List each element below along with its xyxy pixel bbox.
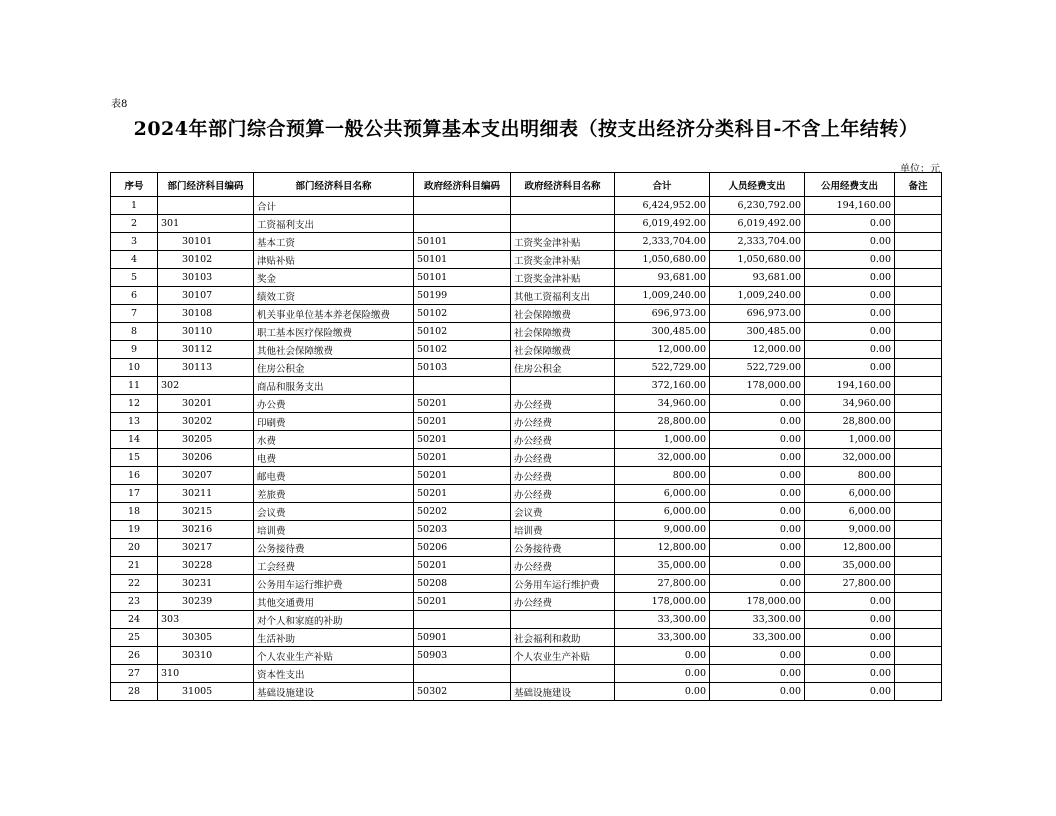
dept-name-cell: 差旅费 xyxy=(254,485,414,503)
gov-name-cell: 办公经费 xyxy=(511,395,615,413)
dept-code-cell: 30101 xyxy=(158,233,254,251)
total-cell: 93,681.00 xyxy=(615,269,710,287)
total-cell: 27,800.00 xyxy=(615,575,710,593)
gov-name-cell: 会议费 xyxy=(511,503,615,521)
table-row xyxy=(111,485,942,503)
budget-detail-table xyxy=(110,172,942,701)
gov-name-cell: 社会保障缴费 xyxy=(511,341,615,359)
gov-code-cell: 50101 xyxy=(414,233,511,251)
total-cell: 6,000.00 xyxy=(615,503,710,521)
personnel-cell: 178,000.00 xyxy=(710,593,805,611)
personnel-cell: 0.00 xyxy=(710,647,805,665)
row-number-cell: 14 xyxy=(111,431,158,449)
personnel-cell: 0.00 xyxy=(710,521,805,539)
total-cell: 0.00 xyxy=(615,665,710,683)
gov-name-cell: 公务用车运行维护费 xyxy=(511,575,615,593)
note-cell xyxy=(895,341,942,359)
public-cell: 0.00 xyxy=(805,269,895,287)
dept-name-cell: 住房公积金 xyxy=(254,359,414,377)
table-body xyxy=(111,197,942,701)
row-number-cell: 13 xyxy=(111,413,158,431)
note-cell xyxy=(895,215,942,233)
header-cell: 政府经济科目名称 xyxy=(511,173,615,197)
row-number-cell: 1 xyxy=(111,197,158,215)
dept-code-cell: 30231 xyxy=(158,575,254,593)
dept-name-cell: 邮电费 xyxy=(254,467,414,485)
row-number-cell: 18 xyxy=(111,503,158,521)
header-cell: 部门经济科目编码 xyxy=(158,173,254,197)
dept-code-cell: 310 xyxy=(158,665,254,683)
personnel-cell: 0.00 xyxy=(710,431,805,449)
note-cell xyxy=(895,413,942,431)
note-cell xyxy=(895,665,942,683)
row-number-cell: 12 xyxy=(111,395,158,413)
public-cell: 1,000.00 xyxy=(805,431,895,449)
total-cell: 32,000.00 xyxy=(615,449,710,467)
gov-code-cell: 50102 xyxy=(414,341,511,359)
dept-code-cell: 302 xyxy=(158,377,254,395)
total-cell: 0.00 xyxy=(615,683,710,701)
total-cell: 300,485.00 xyxy=(615,323,710,341)
public-cell: 9,000.00 xyxy=(805,521,895,539)
dept-code-cell: 30305 xyxy=(158,629,254,647)
row-number-cell: 17 xyxy=(111,485,158,503)
personnel-cell: 1,050,680.00 xyxy=(710,251,805,269)
gov-code-cell: 50101 xyxy=(414,269,511,287)
gov-code-cell xyxy=(414,611,511,629)
total-cell: 12,000.00 xyxy=(615,341,710,359)
gov-name-cell: 办公经费 xyxy=(511,467,615,485)
row-number-cell: 9 xyxy=(111,341,158,359)
header-cell: 公用经费支出 xyxy=(805,173,895,197)
total-cell: 9,000.00 xyxy=(615,521,710,539)
note-cell xyxy=(895,467,942,485)
total-cell: 1,009,240.00 xyxy=(615,287,710,305)
dept-name-cell: 工资福利支出 xyxy=(254,215,414,233)
table-row xyxy=(111,539,942,557)
note-cell xyxy=(895,305,942,323)
note-cell xyxy=(895,593,942,611)
dept-name-cell: 基础设施建设 xyxy=(254,683,414,701)
dept-code-cell: 31005 xyxy=(158,683,254,701)
personnel-cell: 0.00 xyxy=(710,413,805,431)
total-cell: 2,333,704.00 xyxy=(615,233,710,251)
public-cell: 0.00 xyxy=(805,341,895,359)
page-title: 2024年部门综合预算一般公共预算基本支出明细表（按支出经济分类科目-不含上年结转） xyxy=(133,118,919,140)
row-number-cell: 16 xyxy=(111,467,158,485)
header-cell: 序号 xyxy=(111,173,158,197)
gov-name-cell xyxy=(511,215,615,233)
total-cell: 696,973.00 xyxy=(615,305,710,323)
gov-code-cell: 50903 xyxy=(414,647,511,665)
public-cell: 6,000.00 xyxy=(805,485,895,503)
row-number-cell: 23 xyxy=(111,593,158,611)
note-cell xyxy=(895,521,942,539)
row-number-cell: 15 xyxy=(111,449,158,467)
gov-code-cell: 50201 xyxy=(414,467,511,485)
public-cell: 194,160.00 xyxy=(805,377,895,395)
header-cell: 部门经济科目名称 xyxy=(254,173,414,197)
table-row xyxy=(111,665,942,683)
gov-code-cell xyxy=(414,665,511,683)
gov-code-cell: 50201 xyxy=(414,485,511,503)
gov-name-cell: 社会福利和救助 xyxy=(511,629,615,647)
dept-name-cell: 对个人和家庭的补助 xyxy=(254,611,414,629)
gov-code-cell: 50202 xyxy=(414,503,511,521)
total-cell: 372,160.00 xyxy=(615,377,710,395)
gov-name-cell xyxy=(511,197,615,215)
dept-name-cell: 职工基本医疗保险缴费 xyxy=(254,323,414,341)
dept-code-cell: 30102 xyxy=(158,251,254,269)
note-cell xyxy=(895,449,942,467)
gov-name-cell: 办公经费 xyxy=(511,449,615,467)
dept-code-cell: 30108 xyxy=(158,305,254,323)
row-number-cell: 10 xyxy=(111,359,158,377)
dept-name-cell: 工会经费 xyxy=(254,557,414,575)
note-cell xyxy=(895,359,942,377)
gov-name-cell: 办公经费 xyxy=(511,431,615,449)
gov-name-cell xyxy=(511,665,615,683)
dept-code-cell: 30216 xyxy=(158,521,254,539)
row-number-cell: 7 xyxy=(111,305,158,323)
personnel-cell: 0.00 xyxy=(710,503,805,521)
total-cell: 0.00 xyxy=(615,647,710,665)
gov-name-cell: 个人农业生产补贴 xyxy=(511,647,615,665)
dept-code-cell: 30205 xyxy=(158,431,254,449)
total-cell: 522,729.00 xyxy=(615,359,710,377)
public-cell: 0.00 xyxy=(805,359,895,377)
dept-code-cell xyxy=(158,197,254,215)
header-cell: 政府经济科目编码 xyxy=(414,173,511,197)
gov-code-cell: 50102 xyxy=(414,323,511,341)
total-cell: 33,300.00 xyxy=(615,629,710,647)
table-row xyxy=(111,647,942,665)
header-cell: 人员经费支出 xyxy=(710,173,805,197)
row-number-cell: 19 xyxy=(111,521,158,539)
personnel-cell: 696,973.00 xyxy=(710,305,805,323)
note-cell xyxy=(895,575,942,593)
table-row xyxy=(111,575,942,593)
note-cell xyxy=(895,503,942,521)
table-row xyxy=(111,377,942,395)
table-row xyxy=(111,341,942,359)
public-cell: 0.00 xyxy=(805,251,895,269)
gov-name-cell: 培训费 xyxy=(511,521,615,539)
table-row xyxy=(111,431,942,449)
note-cell xyxy=(895,377,942,395)
row-number-cell: 28 xyxy=(111,683,158,701)
public-cell: 27,800.00 xyxy=(805,575,895,593)
table-row xyxy=(111,611,942,629)
gov-name-cell: 工资奖金津补贴 xyxy=(511,269,615,287)
public-cell: 0.00 xyxy=(805,629,895,647)
total-cell: 1,000.00 xyxy=(615,431,710,449)
dept-code-cell: 30103 xyxy=(158,269,254,287)
dept-name-cell: 电费 xyxy=(254,449,414,467)
dept-name-cell: 机关事业单位基本养老保险缴费 xyxy=(254,305,414,323)
dept-name-cell: 培训费 xyxy=(254,521,414,539)
gov-code-cell: 50201 xyxy=(414,449,511,467)
row-number-cell: 8 xyxy=(111,323,158,341)
public-cell: 6,000.00 xyxy=(805,503,895,521)
dept-code-cell: 301 xyxy=(158,215,254,233)
note-cell xyxy=(895,611,942,629)
personnel-cell: 6,230,792.00 xyxy=(710,197,805,215)
row-number-cell: 25 xyxy=(111,629,158,647)
dept-name-cell: 公务接待费 xyxy=(254,539,414,557)
personnel-cell: 0.00 xyxy=(710,395,805,413)
total-cell: 12,800.00 xyxy=(615,539,710,557)
table-row xyxy=(111,521,942,539)
personnel-cell: 0.00 xyxy=(710,557,805,575)
dept-code-cell: 30206 xyxy=(158,449,254,467)
dept-name-cell: 会议费 xyxy=(254,503,414,521)
dept-name-cell: 奖金 xyxy=(254,269,414,287)
total-cell: 800.00 xyxy=(615,467,710,485)
note-cell xyxy=(895,557,942,575)
public-cell: 0.00 xyxy=(805,611,895,629)
table-row xyxy=(111,503,942,521)
dept-code-cell: 30211 xyxy=(158,485,254,503)
gov-code-cell: 50103 xyxy=(414,359,511,377)
dept-name-cell: 公务用车运行维护费 xyxy=(254,575,414,593)
row-number-cell: 2 xyxy=(111,215,158,233)
personnel-cell: 33,300.00 xyxy=(710,629,805,647)
dept-code-cell: 303 xyxy=(158,611,254,629)
gov-name-cell: 社会保障缴费 xyxy=(511,323,615,341)
row-number-cell: 21 xyxy=(111,557,158,575)
gov-code-cell: 50208 xyxy=(414,575,511,593)
note-cell xyxy=(895,269,942,287)
public-cell: 0.00 xyxy=(805,215,895,233)
personnel-cell: 33,300.00 xyxy=(710,611,805,629)
note-cell xyxy=(895,233,942,251)
gov-code-cell xyxy=(414,215,511,233)
note-cell xyxy=(895,323,942,341)
dept-name-cell: 水费 xyxy=(254,431,414,449)
dept-name-cell: 津贴补贴 xyxy=(254,251,414,269)
table-row xyxy=(111,359,942,377)
dept-name-cell: 印刷费 xyxy=(254,413,414,431)
dept-name-cell: 办公费 xyxy=(254,395,414,413)
table-row xyxy=(111,395,942,413)
public-cell: 0.00 xyxy=(805,647,895,665)
note-cell xyxy=(895,485,942,503)
dept-code-cell: 30107 xyxy=(158,287,254,305)
header-cell: 备注 xyxy=(895,173,942,197)
dept-code-cell: 30239 xyxy=(158,593,254,611)
dept-name-cell: 其他社会保障缴费 xyxy=(254,341,414,359)
gov-code-cell xyxy=(414,377,511,395)
gov-name-cell: 工资奖金津补贴 xyxy=(511,233,615,251)
public-cell: 28,800.00 xyxy=(805,413,895,431)
row-number-cell: 4 xyxy=(111,251,158,269)
gov-code-cell: 50203 xyxy=(414,521,511,539)
dept-name-cell: 商品和服务支出 xyxy=(254,377,414,395)
personnel-cell: 1,009,240.00 xyxy=(710,287,805,305)
public-cell: 34,960.00 xyxy=(805,395,895,413)
table-row xyxy=(111,287,942,305)
dept-name-cell: 资本性支出 xyxy=(254,665,414,683)
table-row xyxy=(111,683,942,701)
row-number-cell: 5 xyxy=(111,269,158,287)
dept-code-cell: 30310 xyxy=(158,647,254,665)
dept-name-cell: 个人农业生产补贴 xyxy=(254,647,414,665)
personnel-cell: 178,000.00 xyxy=(710,377,805,395)
note-cell xyxy=(895,629,942,647)
total-cell: 6,019,492.00 xyxy=(615,215,710,233)
personnel-cell: 0.00 xyxy=(710,575,805,593)
gov-name-cell: 办公经费 xyxy=(511,413,615,431)
row-number-cell: 22 xyxy=(111,575,158,593)
personnel-cell: 300,485.00 xyxy=(710,323,805,341)
personnel-cell: 12,000.00 xyxy=(710,341,805,359)
table-number-label: 表8 xyxy=(111,99,128,110)
public-cell: 0.00 xyxy=(805,683,895,701)
table-row xyxy=(111,251,942,269)
dept-name-cell: 其他交通费用 xyxy=(254,593,414,611)
gov-code-cell: 50199 xyxy=(414,287,511,305)
row-number-cell: 11 xyxy=(111,377,158,395)
total-cell: 178,000.00 xyxy=(615,593,710,611)
table-row xyxy=(111,467,942,485)
dept-name-cell: 合计 xyxy=(254,197,414,215)
note-cell xyxy=(895,251,942,269)
header-cell: 合计 xyxy=(615,173,710,197)
table-row xyxy=(111,215,942,233)
public-cell: 32,000.00 xyxy=(805,449,895,467)
row-number-cell: 6 xyxy=(111,287,158,305)
table-row xyxy=(111,593,942,611)
total-cell: 34,960.00 xyxy=(615,395,710,413)
gov-name-cell: 其他工资福利支出 xyxy=(511,287,615,305)
personnel-cell: 2,333,704.00 xyxy=(710,233,805,251)
gov-name-cell: 社会保障缴费 xyxy=(511,305,615,323)
dept-code-cell: 30228 xyxy=(158,557,254,575)
note-cell xyxy=(895,197,942,215)
dept-code-cell: 30112 xyxy=(158,341,254,359)
gov-code-cell: 50201 xyxy=(414,431,511,449)
gov-code-cell: 50102 xyxy=(414,305,511,323)
dept-code-cell: 30215 xyxy=(158,503,254,521)
table-row xyxy=(111,413,942,431)
gov-code-cell: 50101 xyxy=(414,251,511,269)
dept-code-cell: 30207 xyxy=(158,467,254,485)
note-cell xyxy=(895,683,942,701)
public-cell: 194,160.00 xyxy=(805,197,895,215)
dept-code-cell: 30217 xyxy=(158,539,254,557)
public-cell: 800.00 xyxy=(805,467,895,485)
note-cell xyxy=(895,395,942,413)
note-cell xyxy=(895,287,942,305)
total-cell: 6,424,952.00 xyxy=(615,197,710,215)
personnel-cell: 6,019,492.00 xyxy=(710,215,805,233)
public-cell: 0.00 xyxy=(805,593,895,611)
personnel-cell: 0.00 xyxy=(710,683,805,701)
total-cell: 28,800.00 xyxy=(615,413,710,431)
public-cell: 0.00 xyxy=(805,323,895,341)
gov-code-cell xyxy=(414,197,511,215)
note-cell xyxy=(895,431,942,449)
dept-name-cell: 基本工资 xyxy=(254,233,414,251)
gov-code-cell: 50201 xyxy=(414,413,511,431)
dept-code-cell: 30113 xyxy=(158,359,254,377)
gov-name-cell: 基础设施建设 xyxy=(511,683,615,701)
note-cell xyxy=(895,539,942,557)
total-cell: 6,000.00 xyxy=(615,485,710,503)
total-cell: 1,050,680.00 xyxy=(615,251,710,269)
row-number-cell: 26 xyxy=(111,647,158,665)
gov-code-cell: 50201 xyxy=(414,593,511,611)
personnel-cell: 0.00 xyxy=(710,665,805,683)
table-row xyxy=(111,557,942,575)
public-cell: 0.00 xyxy=(805,305,895,323)
personnel-cell: 0.00 xyxy=(710,467,805,485)
gov-code-cell: 50206 xyxy=(414,539,511,557)
gov-code-cell: 50201 xyxy=(414,557,511,575)
personnel-cell: 0.00 xyxy=(710,449,805,467)
public-cell: 0.00 xyxy=(805,665,895,683)
row-number-cell: 3 xyxy=(111,233,158,251)
table-row xyxy=(111,629,942,647)
public-cell: 35,000.00 xyxy=(805,557,895,575)
table-row xyxy=(111,269,942,287)
row-number-cell: 20 xyxy=(111,539,158,557)
table-row xyxy=(111,323,942,341)
gov-name-cell: 办公经费 xyxy=(511,557,615,575)
gov-code-cell: 50302 xyxy=(414,683,511,701)
gov-code-cell: 50201 xyxy=(414,395,511,413)
public-cell: 12,800.00 xyxy=(805,539,895,557)
unit-label: 单位：元 xyxy=(900,164,940,175)
total-cell: 33,300.00 xyxy=(615,611,710,629)
note-cell xyxy=(895,647,942,665)
gov-name-cell: 公务接待费 xyxy=(511,539,615,557)
gov-name-cell: 办公经费 xyxy=(511,593,615,611)
row-number-cell: 24 xyxy=(111,611,158,629)
total-cell: 35,000.00 xyxy=(615,557,710,575)
personnel-cell: 0.00 xyxy=(710,485,805,503)
table-row xyxy=(111,197,942,215)
table-row xyxy=(111,233,942,251)
table-row xyxy=(111,305,942,323)
personnel-cell: 522,729.00 xyxy=(710,359,805,377)
gov-name-cell: 工资奖金津补贴 xyxy=(511,251,615,269)
dept-code-cell: 30110 xyxy=(158,323,254,341)
gov-name-cell xyxy=(511,377,615,395)
gov-name-cell xyxy=(511,611,615,629)
gov-code-cell: 50901 xyxy=(414,629,511,647)
dept-code-cell: 30201 xyxy=(158,395,254,413)
table-header-row xyxy=(111,173,942,197)
dept-name-cell: 生活补助 xyxy=(254,629,414,647)
table-row xyxy=(111,449,942,467)
public-cell: 0.00 xyxy=(805,233,895,251)
dept-code-cell: 30202 xyxy=(158,413,254,431)
gov-name-cell: 办公经费 xyxy=(511,485,615,503)
dept-name-cell: 绩效工资 xyxy=(254,287,414,305)
gov-name-cell: 住房公积金 xyxy=(511,359,615,377)
personnel-cell: 93,681.00 xyxy=(710,269,805,287)
personnel-cell: 0.00 xyxy=(710,539,805,557)
public-cell: 0.00 xyxy=(805,287,895,305)
row-number-cell: 27 xyxy=(111,665,158,683)
